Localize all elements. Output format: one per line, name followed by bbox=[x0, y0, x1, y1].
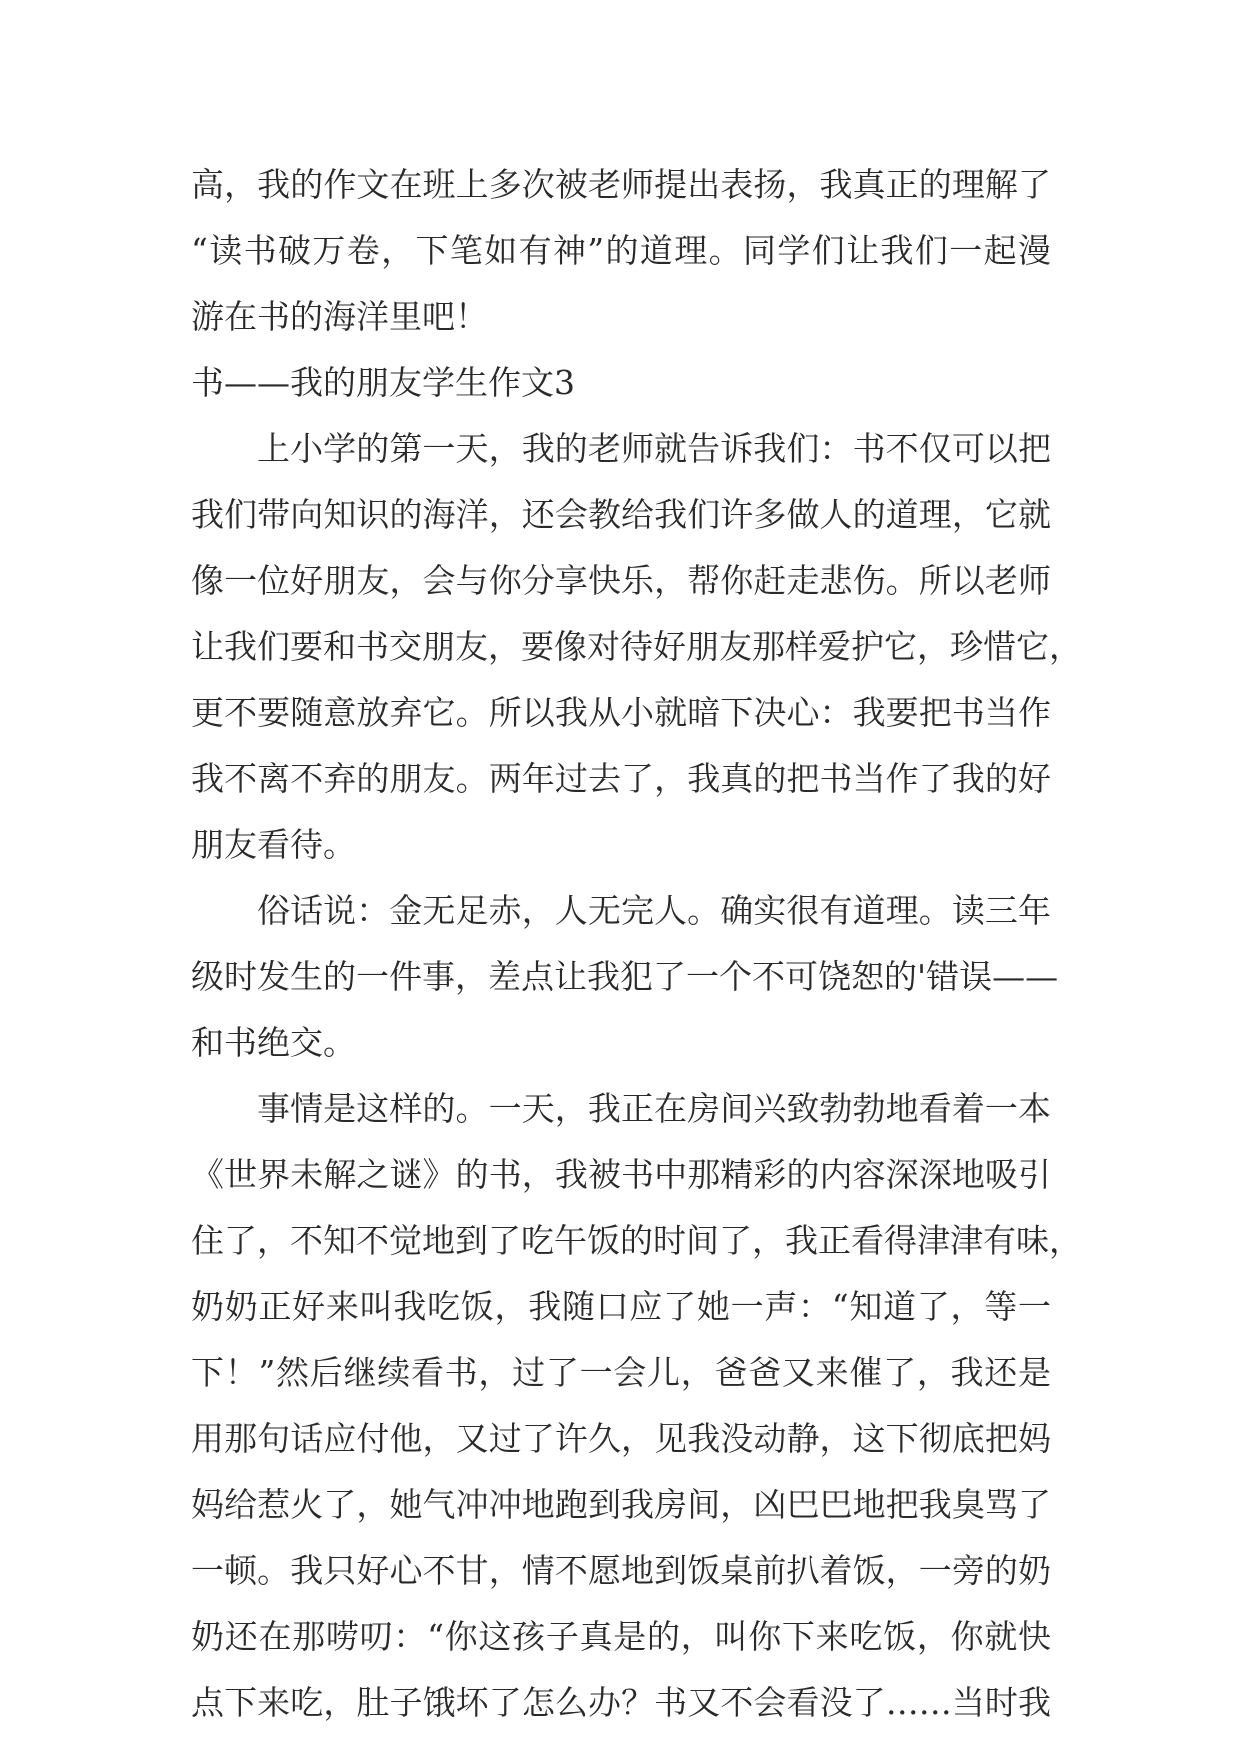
text-line: 《世界未解之谜》的书，我被书中那精彩的内容深深地吸引 bbox=[191, 1155, 1051, 1194]
text-line: 和书绝交。 bbox=[191, 1023, 356, 1062]
text-line: 一顿。我只好心不甘，情不愿地到饭桌前扒着饭，一旁的奶 bbox=[191, 1551, 1051, 1590]
document-body bbox=[191, 152, 1082, 1736]
text-line: 奶奶正好来叫我吃饭，我随口应了她一声：“知道了，等一 bbox=[191, 1287, 1051, 1326]
text-line: 级时发生的一件事，差点让我犯了一个不可饶恕的'错误—— bbox=[191, 957, 1059, 996]
text-line: 奶还在那唠叨：“你这孩子真是的，叫你下来吃饭，你就快 bbox=[191, 1617, 1051, 1656]
text-line: 俗话说：金无足赤，人无完人。确实很有道理。读三年 bbox=[257, 891, 1051, 930]
text-line: 点下来吃，肚子饿坏了怎么办？书又不会看没了……当时我 bbox=[191, 1683, 1051, 1722]
text-line: 用那句话应付他，又过了许久，见我没动静，这下彻底把妈 bbox=[191, 1419, 1051, 1458]
text-line: “读书破万卷，下笔如有神”的道理。同学们让我们一起漫 bbox=[191, 231, 1051, 270]
text-line: 住了，不知不觉地到了吃午饭的时间了，我正看得津津有味， bbox=[191, 1221, 1082, 1260]
text-line: 我不离不弃的朋友。两年过去了，我真的把书当作了我的好 bbox=[191, 759, 1051, 798]
text-line: 我们带向知识的海洋，还会教给我们许多做人的道理，它就 bbox=[191, 495, 1051, 534]
text-line: 下！”然后继续看书，过了一会儿，爸爸又来催了，我还是 bbox=[191, 1353, 1051, 1392]
text-line: 妈给惹火了，她气冲冲地跑到我房间，凶巴巴地把我臭骂了 bbox=[191, 1485, 1051, 1524]
text-line: 朋友看待。 bbox=[191, 825, 356, 864]
text-line: 上小学的第一天，我的老师就告诉我们：书不仅可以把 bbox=[257, 429, 1051, 468]
text-line: 事情是这样的。一天，我正在房间兴致勃勃地看着一本 bbox=[257, 1089, 1051, 1128]
text-line: 更不要随意放弃它。所以我从小就暗下决心：我要把书当作 bbox=[191, 693, 1051, 732]
text-line: 让我们要和书交朋友，要像对待好朋友那样爱护它，珍惜它， bbox=[191, 627, 1082, 666]
text-line: 游在书的海洋里吧！ bbox=[191, 297, 488, 336]
text-line: 像一位好朋友，会与你分享快乐，帮你赶走悲伤。所以老师 bbox=[191, 561, 1051, 600]
text-line: 高，我的作文在班上多次被老师提出表扬，我真正的理解了 bbox=[191, 165, 1051, 204]
text-line: 书——我的朋友学生作文3 bbox=[191, 363, 575, 402]
